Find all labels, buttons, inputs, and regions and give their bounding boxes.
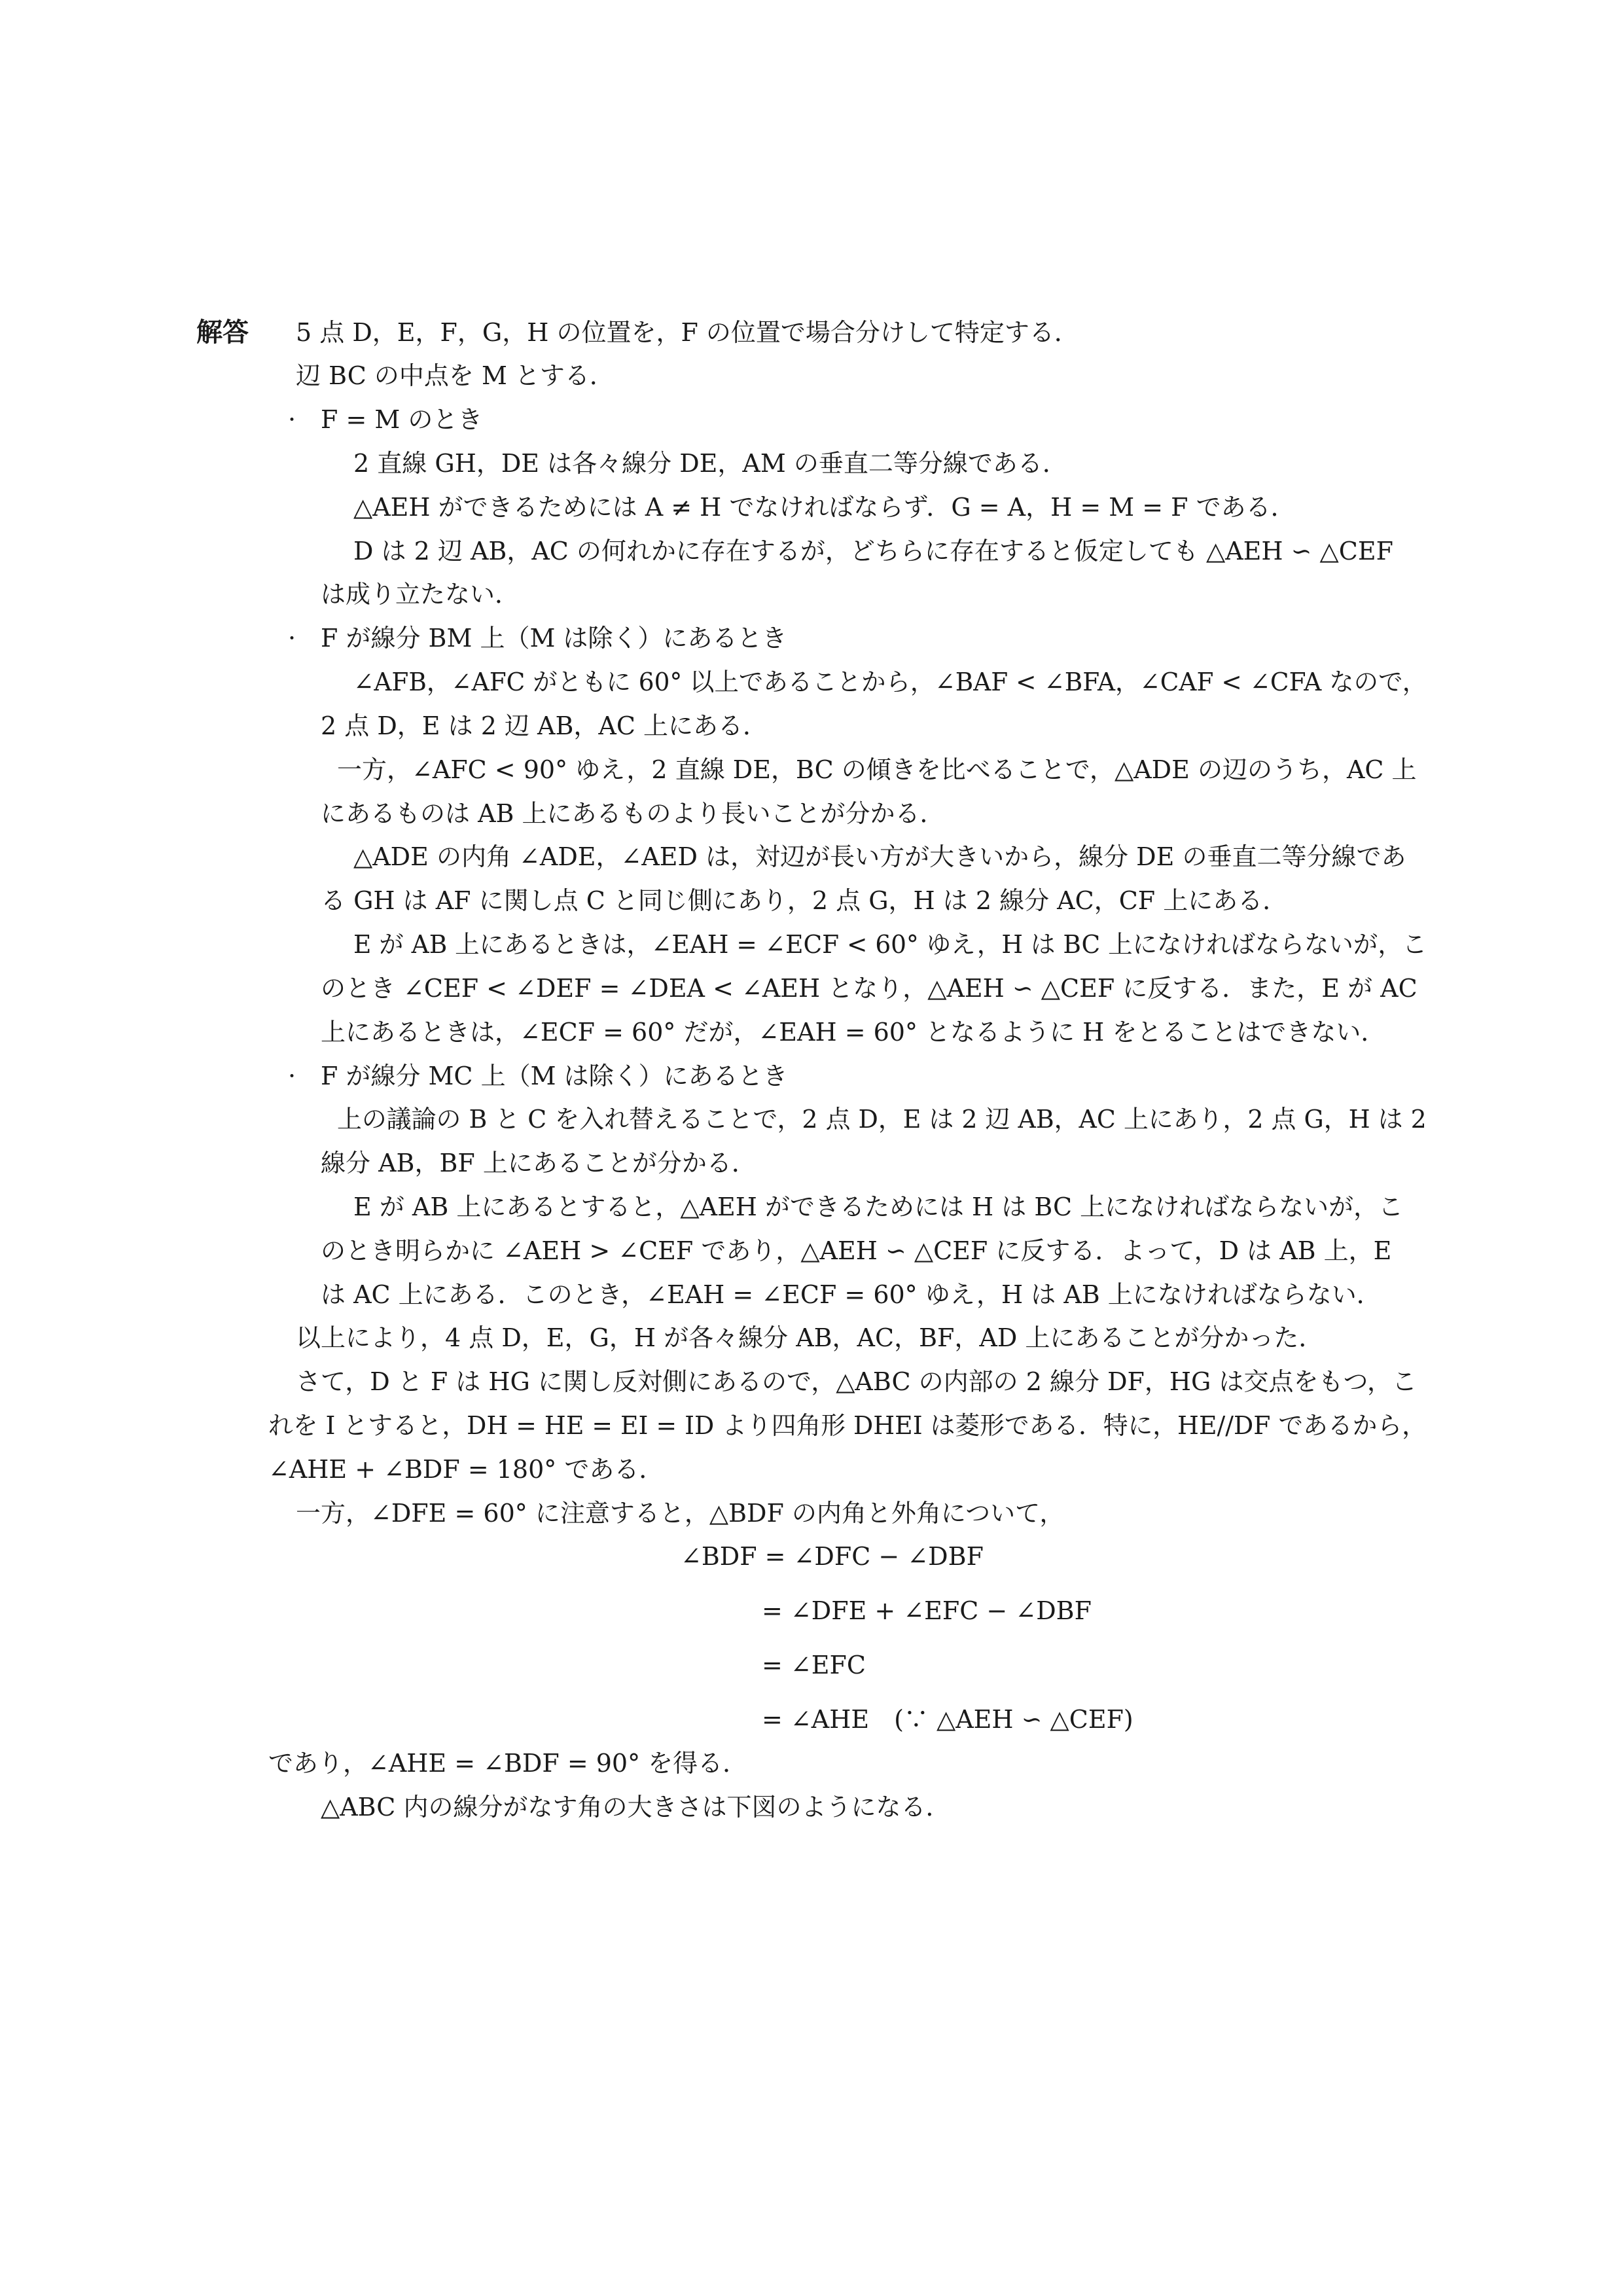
case-heading: F が線分 BM 上（M は除く）にあるとき xyxy=(321,624,787,653)
text-line: さて，D と F は HG に関し反対側にあるので，△ABC の内部の 2 線分 DF，HG は交点をもつ，こ xyxy=(296,1367,1417,1396)
text-line: 以上により，4 点 D，E，G，H が各々線分 AB，AC，BF，AD 上にあることが分かった． xyxy=(296,1323,1324,1352)
text-line: E が AB 上にあるときは，∠EAH = ∠ECF < 60° ゆえ，H は BC 上になければならないが，こ xyxy=(353,930,1427,959)
bullet-mark: · xyxy=(288,1062,296,1090)
text-line: 上にあるときは，∠ECF = 60° だが，∠EAH = 60° となるように H をとることはできない． xyxy=(321,1018,1386,1047)
text-line: 一方，∠AFC < 90° ゆえ，2 直線 DE，BC の傾きを比べることで，△ADE の辺のうち，AC 上 xyxy=(337,755,1417,784)
text-line: れを I とすると，DH = HE = EI = ID より四角形 DHEI は菱形である．特に，HE//DF であるから， xyxy=(268,1411,1427,1440)
text-line: 上の議論の B と C を入れ替えることで，2 点 D，E は 2 辺 AB，AC 上にあり，2 点 G，H は 2 xyxy=(337,1105,1427,1134)
text-line: 5 点 D，E，F，G，H の位置を，F の位置で場合分けして特定する． xyxy=(296,318,1079,347)
text-line: る GH は AF に関し点 C と同じ側にあり，2 点 G，H は 2 線分 AC，CF 上にある． xyxy=(321,886,1288,915)
text-line: のとき ∠CEF < ∠DEF = ∠DEA < ∠AEH となり，△AEH ∽ △CEF に反する．また，E が AC xyxy=(321,974,1418,1003)
text-line: は AC 上にある．このとき，∠EAH = ∠ECF = 60° ゆえ，H は AB 上になければならない． xyxy=(321,1280,1382,1309)
text-line: △ADE の内角 ∠ADE，∠AED は，対辺が長い方が大きいから，線分 DE の垂直二等分線であ xyxy=(353,842,1406,871)
display-equation: = ∠DFE + ∠EFC − ∠DBF xyxy=(762,1596,1092,1625)
bullet-mark: · xyxy=(288,624,296,653)
text-line: は成り立たない． xyxy=(321,580,520,609)
bullet-mark: · xyxy=(288,405,296,434)
case-heading: F = M のとき xyxy=(321,405,483,434)
text-line: D は 2 辺 AB，AC の何れかに存在するが，どちらに存在すると仮定しても △AEH ∽ △CEF xyxy=(353,537,1393,565)
text-line: にあるものは AB 上にあるものより長いことが分かる． xyxy=(321,799,945,828)
text-line: 2 点 D，E は 2 辺 AB，AC 上にある． xyxy=(321,711,768,740)
display-equation: ∠BDF = ∠DFC − ∠DBF xyxy=(681,1542,984,1571)
text-line: △ABC 内の線分がなす角の大きさは下図のようになる． xyxy=(321,1793,951,1821)
answer-heading: 解答 xyxy=(196,317,249,348)
text-line: E が AB 上にあるとすると，△AEH ができるためには H は BC 上になければならないが，こ xyxy=(353,1193,1404,1221)
text-line: 線分 AB，BF 上にあることが分かる． xyxy=(321,1149,757,1177)
text-line: △AEH ができるためには A ≠ H でなければならず．G = A，H = M = F である． xyxy=(353,493,1296,522)
text-line: 辺 BC の中点を M とする． xyxy=(296,361,615,390)
text-line: 2 直線 GH，DE は各々線分 DE，AM の垂直二等分線である． xyxy=(353,449,1067,478)
text-line: のとき明らかに ∠AEH > ∠CEF であり，△AEH ∽ △CEF に反する．よって，D は AB 上，E xyxy=(321,1236,1392,1265)
case-heading: F が線分 MC 上（M は除く）にあるとき xyxy=(321,1062,788,1090)
display-equation: = ∠AHE (∵ △AEH ∽ △CEF) xyxy=(762,1705,1133,1734)
display-equation: = ∠EFC xyxy=(762,1651,866,1679)
text-line: 一方，∠DFE = 60° に注意すると，△BDF の内角と外角について， xyxy=(296,1499,1065,1528)
text-line: ∠AFB，∠AFC がともに 60° 以上であることから，∠BAF < ∠BFA，∠CAF < ∠CFA なので， xyxy=(353,668,1427,696)
text-line: ∠AHE + ∠BDF = 180° である． xyxy=(268,1455,664,1484)
text-line: であり，∠AHE = ∠BDF = 90° を得る． xyxy=(268,1749,748,1778)
